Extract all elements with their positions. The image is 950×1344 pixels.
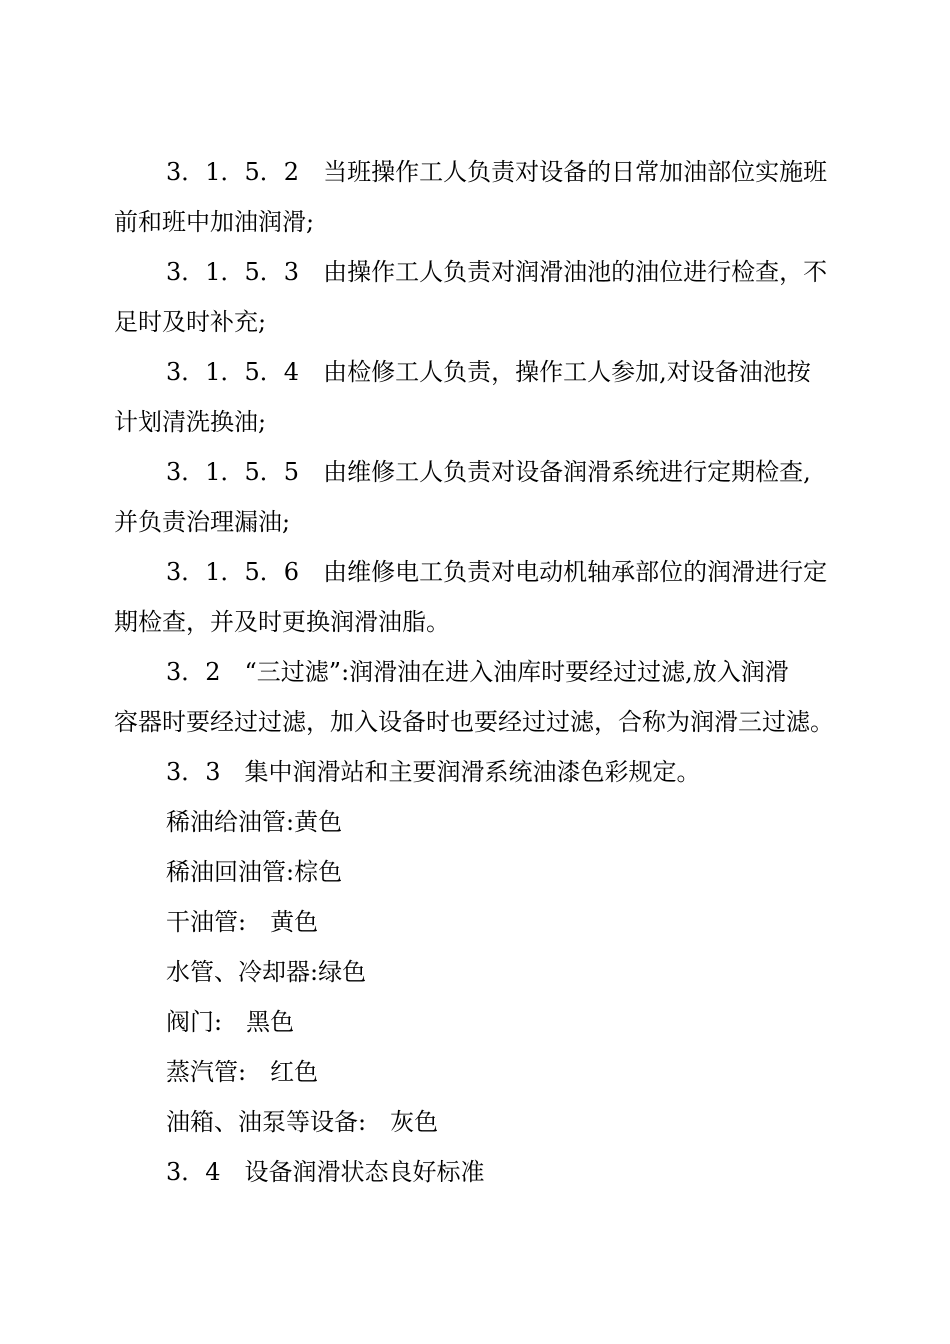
color-rule-item: 稀油回油管:棕色 [166, 858, 343, 886]
paragraph-3-2-line-2: 容器时要经过过滤，加入设备时也要经过过滤，合称为润滑三过滤。 [114, 708, 834, 736]
paragraph-3-2-line-1: 3．2 “三过滤”:润滑油在进入油库时要经过过滤,放入润滑 [166, 658, 789, 686]
paragraph-3-1-5-6-line-2: 期检查，并及时更换润滑油脂。 [114, 608, 450, 636]
paragraph-3-1-5-3-line-1: 3．1．5．3 由操作工人负责对润滑油池的油位进行检查，不 [166, 258, 828, 286]
paragraph-3-1-5-4-line-1: 3．1．5．4 由检修工人负责，操作工人参加,对设备油池按 [166, 358, 811, 386]
color-rule-item: 油箱、油泵等设备: 灰色 [166, 1108, 439, 1136]
section-3-3-heading: 3．3 集中润滑站和主要润滑系统油漆色彩规定。 [166, 758, 701, 786]
color-rule-item: 稀油给油管:黄色 [166, 808, 343, 836]
color-rule-item: 干油管: 黄色 [166, 908, 319, 936]
paragraph-3-1-5-3-line-2: 足时及时补充; [114, 308, 267, 336]
paragraph-3-1-5-4-line-2: 计划清洗换油; [114, 408, 267, 436]
color-rule-item: 阀门: 黑色 [166, 1008, 295, 1036]
section-3-4-heading: 3．4 设备润滑状态良好标准 [166, 1158, 485, 1186]
paragraph-3-1-5-5-line-1: 3．1．5．5 由维修工人负责对设备润滑系统进行定期检查, [166, 458, 811, 486]
paragraph-3-1-5-6-line-1: 3．1．5．6 由维修电工负责对电动机轴承部位的润滑进行定 [166, 558, 828, 586]
paragraph-3-1-5-5-line-2: 并负责治理漏油; [114, 508, 291, 536]
paragraph-3-1-5-2-line-2: 前和班中加油润滑; [114, 208, 315, 236]
color-rule-item: 水管、冷却器:绿色 [166, 958, 367, 986]
paragraph-3-1-5-2-line-1: 3．1．5．2 当班操作工人负责对设备的日常加油部位实施班 [166, 158, 828, 186]
color-rule-item: 蒸汽管: 红色 [166, 1058, 319, 1086]
